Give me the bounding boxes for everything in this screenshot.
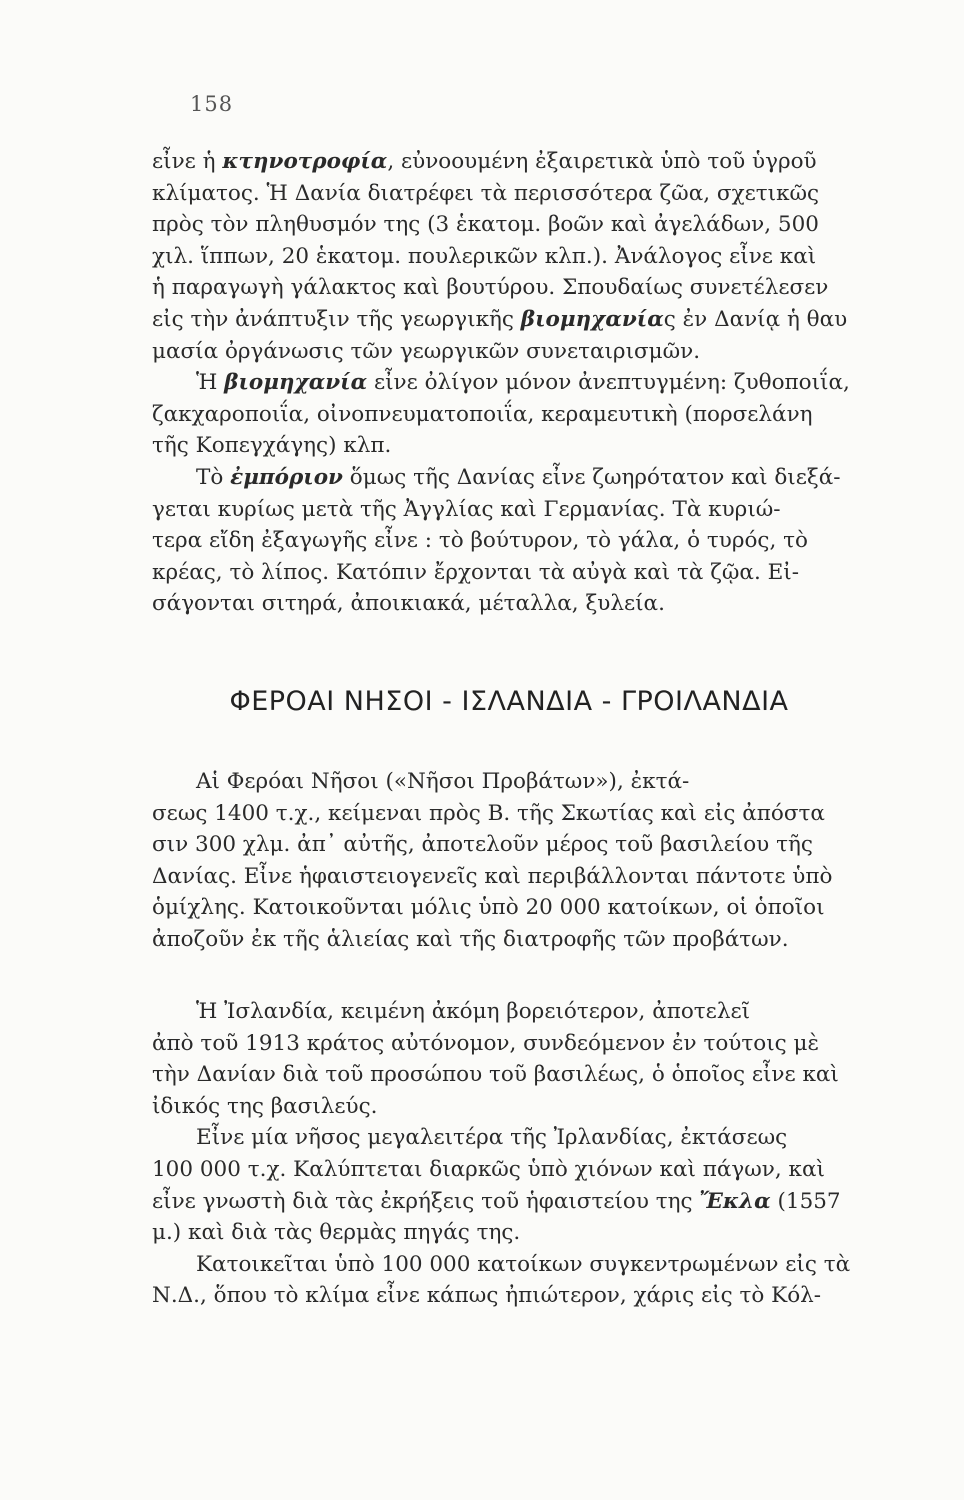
text-line: εἶνε γνωστὴ διὰ τὰς ἐκρήξεις τοῦ ἡφαιστείου της Ἔκλα (1557 bbox=[152, 1188, 841, 1214]
emphasized-term: ἐμπόριον bbox=[230, 464, 343, 490]
emphasized-term: βιομηχανία bbox=[224, 370, 368, 396]
text-line: ἀποζοῦν ἐκ τῆς ἁλιείας καὶ τῆς διατροφῆς τῶν προβάτων. bbox=[152, 926, 789, 952]
text-line: χιλ. ἵππων, 20 ἑκατομ. πουλερικῶν κλπ.). Ἀνάλογος εἶνε καὶ bbox=[152, 243, 817, 269]
text-line: Ν.Δ., ὅπου τὸ κλίμα εἶνε κάπως ἠπιώτερον, χάρις εἰς τὸ Κόλ- bbox=[152, 1283, 822, 1309]
text-line: ἡ παραγωγὴ γάλακτος καὶ βουτύρου. Σπουδαίως συνετέλεσεν bbox=[152, 275, 829, 301]
text-line: μ.) καὶ διὰ τὰς θερμὰς πηγάς της. bbox=[152, 1220, 521, 1246]
text-line: ὁμίχλης. Κατοικοῦνται μόλις ὑπὸ 20 000 κατοίκων, οἱ ὁποῖοι bbox=[152, 895, 825, 921]
text-line: κλίματος. Ἡ Δανία διατρέφει τὰ περισσότερα ζῶα, σχετικῶς bbox=[152, 180, 820, 206]
text-line: 100 000 τ.χ. Καλύπτεται διαρκῶς ὑπὸ χιόνων καὶ πάγων, καὶ bbox=[152, 1156, 825, 1182]
text-line: εἶνε ἡ κτηνοτροφία, εὐνοουμένη ἐξαιρετικὰ ὑπὸ τοῦ ὑγροῦ bbox=[152, 149, 817, 174]
text-line: Τὸ ἐμπόριον ὅμως τῆς Δανίας εἶνε ζωηρότατον καὶ διεξά- bbox=[196, 464, 841, 490]
text-line: σεως 1400 τ.χ., κείμεναι πρὸς Β. τῆς Σκωτίας καὶ εἰς ἀπόστα bbox=[152, 800, 825, 826]
text-line: Ἡ Ἰσλανδία, κειμένη ἀκόμη βορειότερον, ἀποτελεῖ bbox=[196, 999, 751, 1024]
text-line: σάγονται σιτηρά, ἀποικιακά, μέταλλα, ξυλεία. bbox=[152, 591, 665, 617]
text-line: Αἱ Φερόαι Νῆσοι («Νῆσοι Προβάτων»), ἐκτά- bbox=[196, 769, 690, 794]
text-line: ζακχαροποιΐα, οἰνοπνευματοποιΐα, κεραμευτικὴ (πορσελάνη bbox=[152, 401, 813, 427]
text-line: Κατοικεῖται ὑπὸ 100 000 κατοίκων συγκεντρωμένων εἰς τὰ bbox=[196, 1251, 851, 1277]
paragraph-denmark bbox=[152, 146, 866, 620]
emphasized-term: Ἔκλα bbox=[699, 1188, 771, 1214]
text-line: Δανίας. Εἶνε ἡφαιστειογενεῖς καὶ περιβάλλονται πάντοτε ὑπὸ bbox=[152, 863, 833, 889]
text-line: Ἡ βιομηχανία εἶνε ὀλίγον μόνον ἀνεπτυγμένη: ζυθοποιΐα, bbox=[196, 370, 850, 396]
text-line: μασία ὀργάνωσις τῶν γεωργικῶν συνεταιρισμῶν. bbox=[152, 338, 701, 364]
emphasized-term: βιομηχανία bbox=[520, 306, 664, 332]
text-line: ἀπὸ τοῦ 1913 κράτος αὐτόνομον, συνδεόμενον ἐν τούτοις μὲ bbox=[152, 1030, 820, 1056]
emphasized-term: κτηνοτροφία bbox=[222, 149, 388, 174]
text-line: τῆς Κοπεγχάγης) κλπ. bbox=[152, 433, 392, 459]
section-title: ΦΕΡΟΑΙ ΝΗΣΟΙ - ΙΣΛΑΝΔΙΑ - ΓΡΟΙΛΑΝΔΙΑ bbox=[229, 686, 789, 717]
text-line: κρέας, τὸ λίπος. Κατόπιν ἔρχονται τὰ αὐγὰ καὶ τὰ ζῷα. Εἰ- bbox=[152, 559, 800, 585]
text-line: σιν 300 χλμ. ἀπ᾿ αὐτῆς, ἀποτελοῦν μέρος τοῦ βασιλείου τῆς bbox=[152, 832, 813, 858]
text-line: πρὸς τὸν πληθυσμόν της (3 ἑκατομ. βοῶν καὶ ἀγελάδων, 500 bbox=[152, 212, 819, 238]
text-line: Εἶνε μία νῆσος μεγαλειτέρα τῆς Ἰρλανδίας, ἐκτάσεως bbox=[196, 1125, 788, 1151]
text-line: ἰδικός της βασιλεύς. bbox=[152, 1093, 378, 1119]
text-line: τὴν Δανίαν διὰ τοῦ προσώπου τοῦ βασιλέως, ὁ ὁποῖος εἶνε καὶ bbox=[152, 1062, 839, 1088]
paragraph-iceland bbox=[152, 996, 866, 1312]
text-line: τερα εἴδη ἐξαγωγῆς εἶνε : τὸ βούτυρον, τὸ γάλα, ὁ τυρός, τὸ bbox=[152, 528, 808, 554]
paragraph-faroe-islands bbox=[152, 766, 866, 956]
text-line: γεται κυρίως μετὰ τῆς Ἀγγλίας καὶ Γερμανίας. Τὰ κυριώ- bbox=[152, 496, 781, 522]
page-number: 158 bbox=[190, 92, 234, 116]
text-line: εἰς τὴν ἀνάπτυξιν τῆς γεωργικῆς βιομηχανίας ἐν Δανίᾳ ἡ θαυ bbox=[152, 306, 848, 332]
